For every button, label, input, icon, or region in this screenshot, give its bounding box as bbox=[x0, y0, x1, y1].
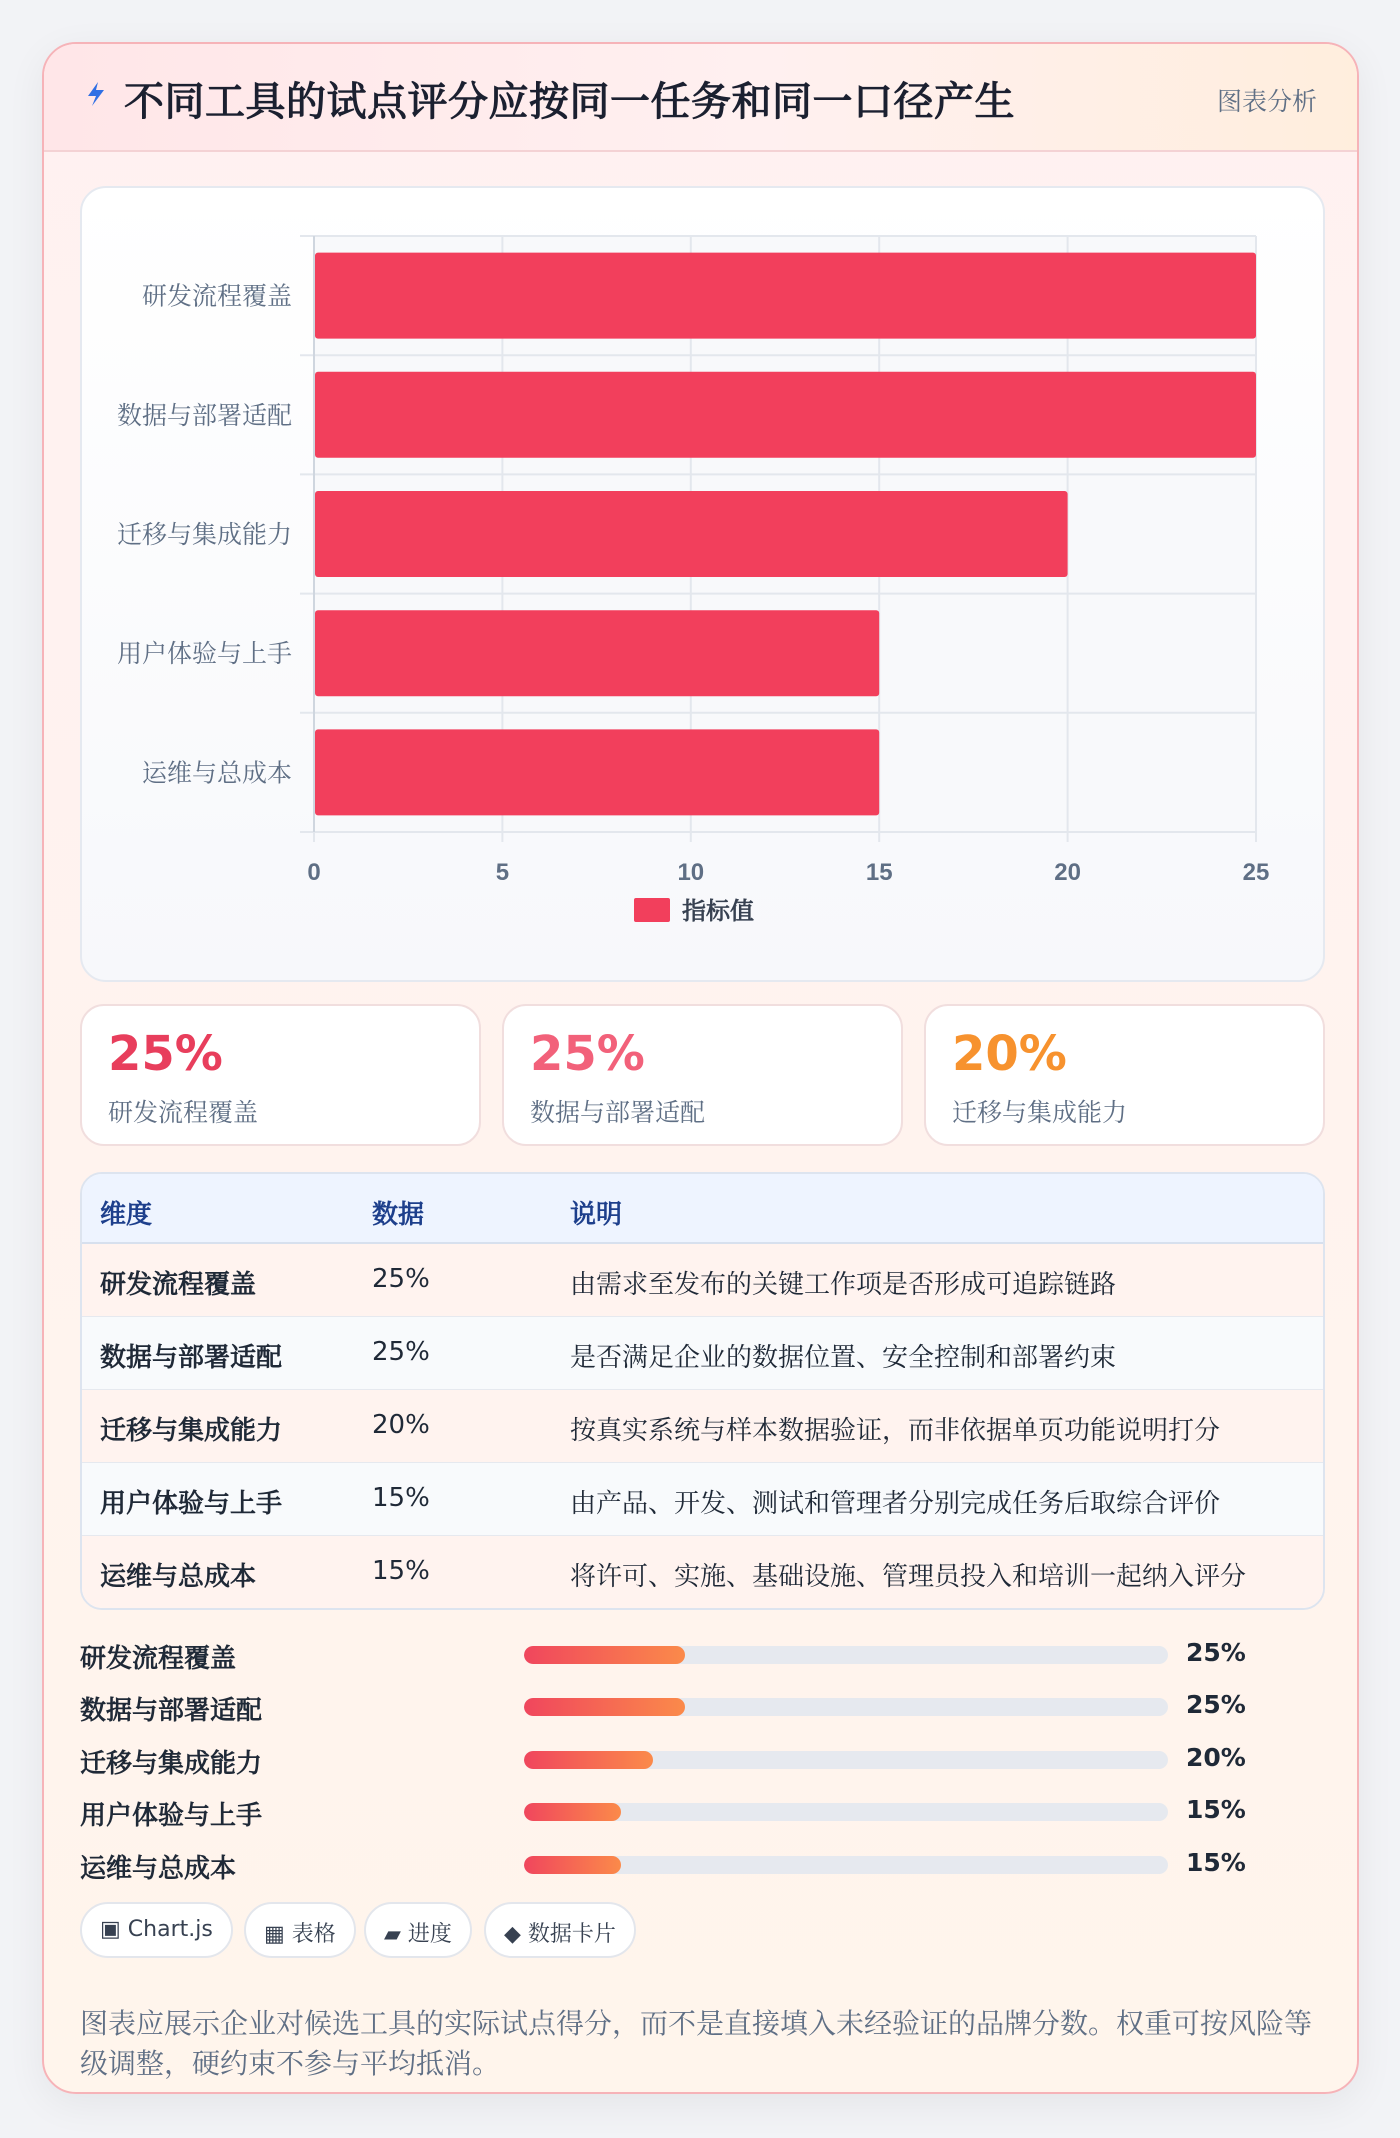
progress-track bbox=[524, 1751, 1168, 1769]
table-icon: ▦ bbox=[264, 1922, 285, 1947]
x-tick-label: 15 bbox=[865, 859, 893, 886]
table-header bbox=[82, 1174, 1323, 1244]
bar bbox=[315, 729, 879, 815]
kpi-value: 20% bbox=[952, 1026, 1067, 1082]
diamond-icon: ◆ bbox=[504, 1922, 521, 1947]
bar bbox=[315, 253, 1256, 339]
x-tick-label: 5 bbox=[495, 859, 510, 886]
legend-swatch bbox=[634, 898, 670, 922]
cell-description: 由产品、开发、测试和管理者分别完成任务后取综合评价 bbox=[570, 1489, 1221, 1519]
kpi-value: 25% bbox=[108, 1026, 223, 1082]
bar bbox=[315, 372, 1256, 458]
y-category-label: 数据与部署适配 bbox=[116, 400, 292, 430]
y-category-label: 用户体验与上手 bbox=[116, 639, 292, 669]
chart-icon: ▣ bbox=[100, 1917, 121, 1942]
cell-description: 将许可、实施、基础设施、管理员投入和培训一起纳入评分 bbox=[570, 1562, 1247, 1592]
progress-track bbox=[524, 1803, 1168, 1821]
cell-dimension: 数据与部署适配 bbox=[100, 1343, 283, 1373]
page-title: 不同工具的试点评分应按同一任务和同一口径产生 bbox=[124, 79, 1015, 125]
cell-dimension: 用户体验与上手 bbox=[100, 1489, 283, 1519]
analysis-card bbox=[42, 42, 1359, 2094]
table-row bbox=[82, 1317, 1323, 1390]
kpi-card bbox=[502, 1004, 903, 1146]
kpi-card bbox=[924, 1004, 1325, 1146]
progress-value: 15% bbox=[1186, 1795, 1246, 1824]
footnote: 图表应展示企业对候选工具的实际试点得分，而不是直接填入未经验证的品牌分数。权重可按风险等级调整，硬约束不参与平均抵消。 bbox=[80, 2007, 1313, 2080]
chip-label: Chart.js bbox=[127, 1917, 213, 1942]
kpi-card bbox=[80, 1004, 481, 1146]
progress-icon: ▰ bbox=[384, 1922, 401, 1947]
progress-row bbox=[80, 1686, 1325, 1726]
bar-chart-panel bbox=[80, 186, 1325, 982]
y-category-label: 研发流程覆盖 bbox=[141, 281, 292, 311]
table-row bbox=[82, 1390, 1323, 1463]
progress-value: 25% bbox=[1186, 1690, 1246, 1719]
cell-data: 25% bbox=[372, 1264, 430, 1294]
cell-description: 按真实系统与样本数据验证，而非依据单页功能说明打分 bbox=[570, 1416, 1221, 1446]
progress-fill bbox=[524, 1856, 621, 1874]
cell-dimension: 运维与总成本 bbox=[100, 1562, 257, 1592]
table-row bbox=[82, 1536, 1323, 1609]
legend-label: 指标值 bbox=[682, 897, 754, 925]
progress-track bbox=[524, 1646, 1168, 1664]
progress-label: 运维与总成本 bbox=[80, 1854, 237, 1884]
progress-row bbox=[80, 1791, 1325, 1831]
cell-dimension: 迁移与集成能力 bbox=[100, 1416, 283, 1446]
cell-data: 25% bbox=[372, 1337, 430, 1367]
cell-description: 是否满足企业的数据位置、安全控制和部署约束 bbox=[570, 1343, 1117, 1373]
progress-list bbox=[80, 1634, 1325, 1904]
x-tick-label: 0 bbox=[307, 859, 321, 886]
chip-label: 进度 bbox=[407, 1922, 452, 1947]
bar-chart bbox=[82, 188, 1327, 984]
table-row bbox=[82, 1244, 1323, 1317]
kpi-label: 迁移与集成能力 bbox=[952, 1098, 1128, 1127]
chart-analysis-tag: 图表分析 bbox=[1216, 87, 1317, 116]
chip-label: 表格 bbox=[291, 1922, 336, 1947]
cell-data: 15% bbox=[372, 1556, 430, 1586]
progress-fill bbox=[524, 1803, 621, 1821]
cell-data: 15% bbox=[372, 1483, 430, 1513]
bar bbox=[315, 610, 879, 696]
x-tick-label: 20 bbox=[1054, 859, 1081, 886]
lightning-bolt-icon bbox=[82, 74, 110, 114]
progress-track bbox=[524, 1856, 1168, 1874]
progress-value: 15% bbox=[1186, 1848, 1246, 1877]
bar bbox=[315, 491, 1068, 577]
progress-fill bbox=[524, 1646, 685, 1664]
x-tick-label: 10 bbox=[677, 859, 705, 886]
card-header bbox=[44, 44, 1357, 152]
progress-value: 25% bbox=[1186, 1638, 1246, 1667]
dimension-table bbox=[80, 1172, 1325, 1610]
progress-fill bbox=[524, 1698, 685, 1716]
cell-description: 由需求至发布的关键工作项是否形成可追踪链路 bbox=[570, 1270, 1117, 1300]
progress-value: 20% bbox=[1186, 1743, 1246, 1772]
chip-chartjs[interactable] bbox=[80, 1902, 233, 1958]
chip-table[interactable] bbox=[244, 1902, 356, 1958]
table-row bbox=[82, 1463, 1323, 1536]
progress-track bbox=[524, 1698, 1168, 1716]
column-header-description: 说明 bbox=[570, 1200, 623, 1230]
kpi-cards bbox=[80, 1004, 1325, 1146]
y-category-label: 运维与总成本 bbox=[141, 758, 292, 788]
kpi-value: 25% bbox=[530, 1026, 645, 1082]
progress-row bbox=[80, 1739, 1325, 1779]
column-header-dimension: 维度 bbox=[100, 1200, 153, 1230]
column-header-data: 数据 bbox=[372, 1200, 425, 1230]
kpi-label: 研发流程覆盖 bbox=[108, 1098, 259, 1127]
chip-label: 数据卡片 bbox=[527, 1922, 616, 1947]
progress-label: 用户体验与上手 bbox=[80, 1801, 263, 1831]
x-tick-label: 25 bbox=[1242, 859, 1270, 886]
chip-progress[interactable] bbox=[364, 1902, 472, 1958]
chip-data-cards[interactable] bbox=[484, 1902, 636, 1958]
progress-label: 迁移与集成能力 bbox=[80, 1749, 263, 1779]
cell-data: 20% bbox=[372, 1410, 430, 1440]
progress-label: 数据与部署适配 bbox=[80, 1696, 263, 1726]
kpi-label: 数据与部署适配 bbox=[530, 1098, 706, 1127]
cell-dimension: 研发流程覆盖 bbox=[100, 1270, 257, 1300]
progress-row bbox=[80, 1844, 1325, 1884]
progress-label: 研发流程覆盖 bbox=[80, 1644, 237, 1674]
feature-chips bbox=[80, 1902, 1325, 1960]
progress-fill bbox=[524, 1751, 653, 1769]
y-category-label: 迁移与集成能力 bbox=[116, 520, 292, 549]
progress-row bbox=[80, 1634, 1325, 1674]
